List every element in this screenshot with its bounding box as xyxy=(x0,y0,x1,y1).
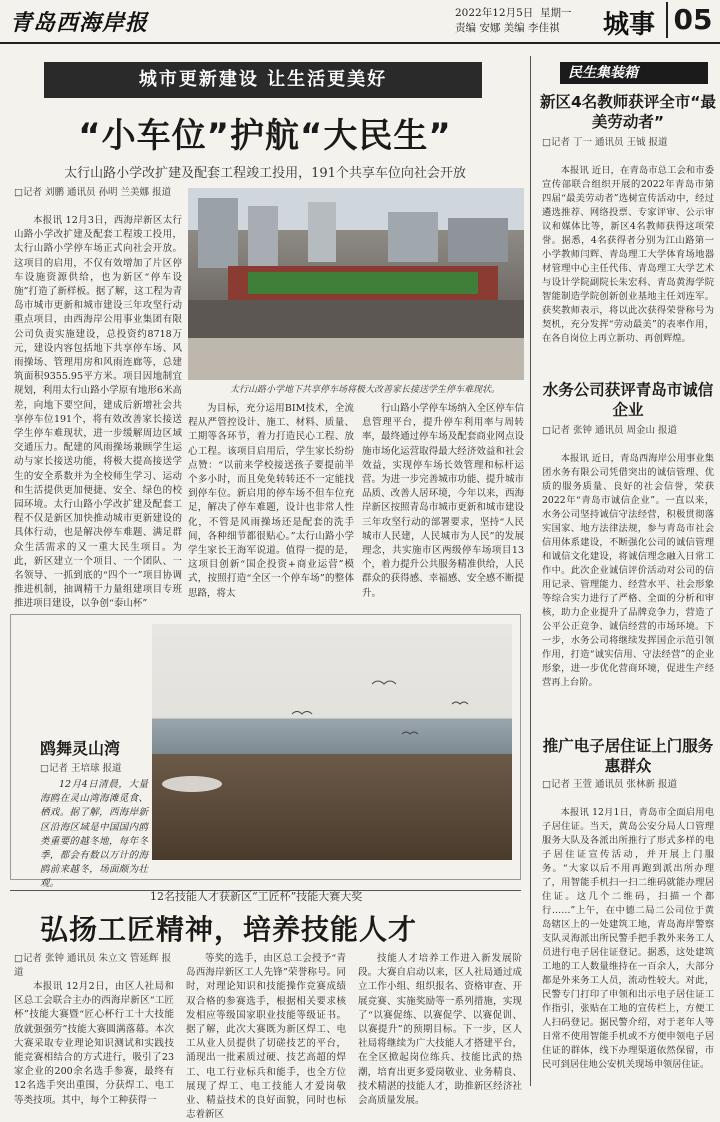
lead-byline: □记者 刘鹏 通讯员 孙明 兰美娜 报道 xyxy=(14,187,172,198)
school-photo xyxy=(188,188,524,380)
lead-title: “小车位”护航“大民生” xyxy=(78,116,452,156)
second-col-2 xyxy=(186,952,346,1121)
second-col-3 xyxy=(358,952,522,1107)
right-article-2-byline: □记者 张钟 通讯员 周金山 报道 xyxy=(542,425,678,436)
masthead: 青岛西海岸报 xyxy=(10,10,149,36)
school-photo-art xyxy=(188,188,524,380)
editors: 责编 安娜 美编 李佳祺 xyxy=(455,22,560,34)
lead-col-3-text: 行山路小学停车场纳入全区停车信息管理平台，提升停车利用率与周转率，最终通过停车场及配套商业网点设施市场化运营取得最大经济效益和社会效益，实现停车场长效管理和标杆运营。为进一步完善城市功能、提升城市品质、改善人居环境，今年以来，西海岸新区按照青岛市城市更新和城市建设三年攻坚行动的部署要求，坚持“人民城市人民建，人民城市为人民”的发展理念，共实施市区两级停车场项目13个，着力提升公共服务精准供给，人民群众的获得感、幸福感、安全感不断提升。 xyxy=(362,403,524,599)
second-title: 弘扬工匠精神，培养技能人才 xyxy=(40,913,418,946)
lead-col-1-text: 本报讯 12月3日，西海岸新区太行山路小学改扩建及配套工程竣工投用，太行山路小学停车场正式向社会开放。这项目的启用，不仅有效增加了片区停车设施资源供给，也为新区“停车设施”打造了新样板。据了解，这工程为青岛市城市更新和城市建设三年攻坚行动重点项目，由西海岸公用事业集团有限公司负责实施建设，总投资约8718万元，建设内容包括地下共享停车场、风雨操场、管理用房和风雨连廊等，总建筑面积9355.95平方米。项目因地制宜规划，利用太行山路小学原有地形6米高差，向地下要空间，建成后新增社会共享停车位191个，将有效改善家长接送学生停车难现状，进一步缓解周边区域交通压力。配建的风雨操场兼顾学生运动与家长接送功能，将极大提高接送学生的安全系数并为全校师生学习、运动和生活提供更加便捷、安全、绿色的校园环境。太行山路小学改扩建及配套工程不仅是新区加快推动城市更新建设的具体行动，也是解决停车难题、满足群众生活需求的又一重大民生项目。为此，新区建立一个项目、一个团队、一名领导、一抓到底的“四个一”项目协调推进机制，抽调精干力量组建项目专班推进项目建设，以争创“泰山杯” xyxy=(14,215,182,610)
second-col-2-text: 等奖的选手，由区总工会授予“青岛西海岸新区工人先锋”荣誉称号。同时，对理论知识和技能操作竞赛成绩双合格的参赛选手，根据相关要求核发相应等级国家职业技能等级证书。据了解，此次大赛既为新区焊工、电工从业人员提供了切磋技艺的平台，涌现出一批素质过硬、技艺高超的焊工、电工行业标兵和能手，也全方位展现了焊工、电工技能人才爱岗敬业、精益技术的良好面貌，同时也标志着新区 xyxy=(186,953,346,1121)
second-pretitle: 12名技能人才获新区“工匠杯”技能大赛大奖 xyxy=(150,890,363,903)
right-article-1-byline: □记者 丁一 通讯员 王钺 报道 xyxy=(542,137,668,148)
right-article-3-byline: □记者 王萱 通讯员 张林新 报道 xyxy=(542,779,678,790)
page-number: 05 xyxy=(666,2,718,38)
second-col-1 xyxy=(14,980,174,1106)
lead-col-2-text: 为目标，充分运用BIM技术，全流程从严管控设计、施工、材料、质量、工期等各环节，着力打造民心工程、放心工程。该项目启用后，学生家长纷纷点赞：“以前来学校接送孩子要提前半个多小时，而且免免转转还不一定能找到停车位。新启用的停车场不但车位充足，解决了停车难题，设计也非常人性化，不管是风雨操场还是配套的洗手间，各种细节都很贴心。”太行山路小学学生家长王海军说道。值得一提的是，这项目创新“国企投资+商业运营”模式，按照打造“全区一个停车场”的整体思路，将太 xyxy=(188,403,354,599)
right-article-1-title: 新区4名教师获评全市“最美劳动者” xyxy=(540,93,716,131)
lead-subtitle: 太行山路小学改扩建及配套工程竣工投用，191个共享车位向社会开放 xyxy=(64,166,466,181)
photo-story-title: 鸥舞灵山湾 xyxy=(40,739,121,758)
lead-col-2 xyxy=(188,402,354,602)
right-article-3-text: 本报讯 12月1日，青岛市全面启用电子居住证。当天，黄岛公安分局人口管理服务大队及各派出所推行了形式多样的电子居住证宣传活动，并开展上门服务。“大家以后不用再跑到派出所办理了，用智能手机扫一扫二维码就能办理居住证。这几个二维码，扫描一个都行……”上午，在中德二局二公司位于黄岛辖区上的一处建筑工地，青岛海岸警察支队灵海派出所民警手把手教外来务工人员进行电子居住证登记。据悉，这处建筑工地的工人数量维持在一百余人，大部分都是外来务工人员，流动性较大。对此，民警专门打印了申领和出示电子居住证工作指引，张贴在工地的宣传栏上，方便工人扫码登记。据民警介绍，对于老年人等日常不使用智能手机或不方便申领电子居住证的群体，线下办理渠道依然保留，市民可到居住地公安机关现场申领居住证。 xyxy=(542,807,714,1070)
lead-banner: 城市更新建设 让生活更美好 xyxy=(44,62,482,98)
photo-caption: 太行山路小学地下共享停车场将极大改善家长接送学生停车难现状。 xyxy=(230,385,501,395)
seagull-photo xyxy=(152,624,512,860)
column-logo: 民生集装箱 xyxy=(560,62,708,84)
lead-col-3 xyxy=(362,402,524,602)
second-col-3-text: 技能人才培养工作进入新发展阶段。大赛自启动以来，区人社局通过成立工作小组、组织报名、资格审查、开展竞赛、实施奖励等一系列措施，实现了“以赛促练、以赛促学、以赛促训、以赛提升”的预期目标。下一步，区人社局将继续为广大技能人才搭建平台，在全区掀起岗位练兵、技能比武的热潮，培育出更多爱岗敬业、业务精良、技术精湛的技能人才，助推新区经济社会高质量发展。 xyxy=(358,953,522,1107)
second-byline: □记者 张钟 通讯员 朱立文 管延辉 报道 xyxy=(14,953,172,978)
right-article-3-title: 推广电子居住证上门服务惠群众 xyxy=(542,737,714,775)
seagull-photo-art xyxy=(152,624,512,860)
right-article-1-text: 本报讯 近日，在青岛市总工会和市委宣传部联合组织开展的2022年青岛市第四届“最美劳动者”选树宣传活动中，经过遴选推荐、网络投票、专家评审、公示审议和媒体比等，新区4名教师获得这项荣誉。据悉，4名获得者分别为江山路第一小学教师闫辉、青岛理工大学体育场地器材管理中心主任代伟、青岛理工大学艺术与设计学院副院长朱宏科、青岛黄海学院智能制造学院创新创业基地主任刘连军。获奖教师表示，将以此次获得荣誉称号为契机，充分发挥“劳动最美”的表率作用，在各自岗位上再立新功、再创辉煌。 xyxy=(542,165,714,344)
header-meta xyxy=(455,6,571,36)
right-article-2-text: 本报讯 近日，青岛西海岸公用事业集团水务有限公司凭借突出的诚信管理、优质的服务质量、良好的社会信誉，荣获2022年“青岛市诚信企业”。一直以来，水务公司坚持诚信守法经营，积极贯彻落实国家、地方法律法规，参与青岛市社会信用体系建设，不断强化公司的诚信管理和诚信文化建设，将诚信理念融入日常工作中。此次企业诚信评价活动对公司的信用记录、管理能力、经营水平、社会形象等综合实力进行了严格、全面的分析和审核，助力企业提升了品牌竞争力，营造了公平公正竞争、诚信经营的市场环境。下一步，水务公司将继续发挥国企示范引领作用，打造“诚实信用、守法经营”的企业形象，进一步优化营商环境，促进生产经营再上台阶。 xyxy=(542,453,714,688)
right-article-3-body xyxy=(542,806,714,1090)
right-article-2-title: 水务公司获评青岛市诚信企业 xyxy=(542,381,714,419)
right-article-2-body xyxy=(542,452,714,724)
photo-story-text xyxy=(40,778,148,890)
page-header xyxy=(0,0,720,44)
column-rule xyxy=(530,56,531,1086)
second-col-1-text: 本报讯 12月2日，由区人社局和区总工会联合主办的西海岸新区“工匠杯”技能大赛暨“匠心杯行工十大技能放就强强劳”技能大赛圆满落幕。本次大赛采取专业理论知识测试和实践技能竞赛相结合的方式进行，吸引了23家企业的200余名选手参赛，最终有12名选手突出重围，分获焊工、电工等类技项。其中，每个工种获得一 xyxy=(14,981,174,1106)
weekday: 星期一 xyxy=(539,7,572,19)
section-title: 城事 xyxy=(603,10,656,40)
photo-story-byline: □记者 王培球 报道 xyxy=(40,763,122,774)
lead-col-1 xyxy=(14,214,182,610)
issue-date: 2022年12月5日 xyxy=(455,7,534,19)
photo-story-text-p: 12月4日清晨，大量海鸥在灵山湾海滩觅食、栖戏。据了解，西海岸新区沿海区域是中国国内鸥类重要的越冬地，每年冬季，都会有数以万计的海鸥前来越冬，场面颇为壮观。 xyxy=(40,779,148,890)
right-article-1-body xyxy=(542,164,714,364)
